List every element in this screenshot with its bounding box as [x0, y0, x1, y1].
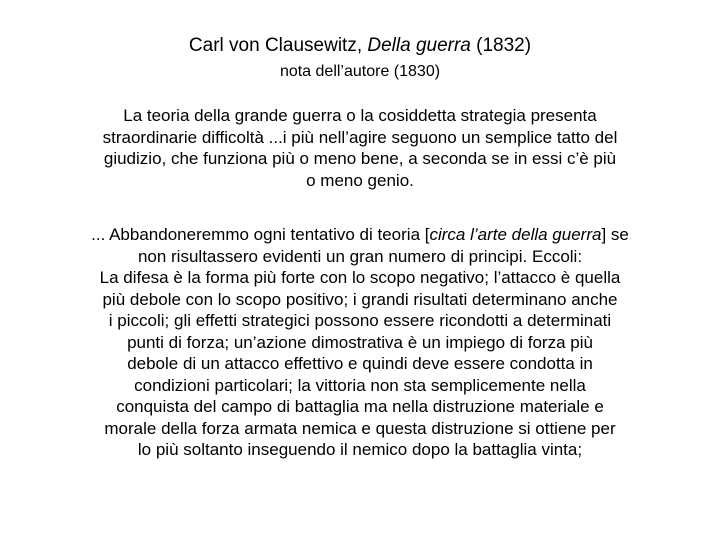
- principles-line: morale della forza armata nemica e questa distruzione si ottiene per: [104, 418, 616, 438]
- principles-line: La difesa è la forma più forte con lo scopo negativo; l’attacco è quella: [99, 268, 621, 287]
- principles-line: lo più soltanto inseguendo il nemico dopo la battaglia vinta;: [137, 440, 583, 459]
- principles-line1-italic: circa l’arte della guerra: [429, 225, 602, 244]
- slide-subtitle: nota dell’autore (1830): [279, 63, 441, 80]
- principles-line: condizioni particolari; la vittoria non sta semplicemente nella: [134, 375, 586, 395]
- title-author: Carl von Clausewitz,: [188, 35, 368, 56]
- principles-line: punti di forza; un’azione dimostrativa è un impiego di forza più: [127, 332, 593, 352]
- quote-paragraph: [40, 105, 680, 191]
- principles-line: non risultassero evidenti un gran numero di principi. Eccoli:: [137, 246, 583, 266]
- quote-line: La teoria della grande guerra o la cosiddetta strategia presenta: [123, 106, 597, 125]
- principles-line1-end: ] se: [601, 225, 629, 244]
- slide-title: [0, 34, 720, 58]
- quote-line: o meno genio.: [306, 170, 414, 190]
- title-work: Della guerra: [367, 35, 471, 56]
- principles-first-line: [30, 224, 690, 246]
- principles-line: i piccoli; gli effetti strategici possono essere ricondotti a determinati: [108, 311, 612, 330]
- principles-line: più debole con lo scopo positivo; i grandi risultati determinano anche: [102, 289, 618, 309]
- principles-line1-start: ... Abbandoneremmo ogni tentativo di teoria [: [91, 225, 430, 244]
- title-year: (1832): [470, 35, 532, 56]
- principles-line: debole di un attacco effettivo e quindi deve essere condotta in: [127, 354, 593, 373]
- principles-line: conquista del campo di battaglia ma nella distruzione materiale e: [116, 397, 604, 416]
- quote-line: straordinarie difficoltà ...i più nell’agire seguono un semplice tatto del: [102, 127, 618, 147]
- quote-line: giudizio, che funziona più o meno bene, a seconda se in essi c’è più: [103, 149, 617, 168]
- principles-paragraph: [30, 224, 690, 461]
